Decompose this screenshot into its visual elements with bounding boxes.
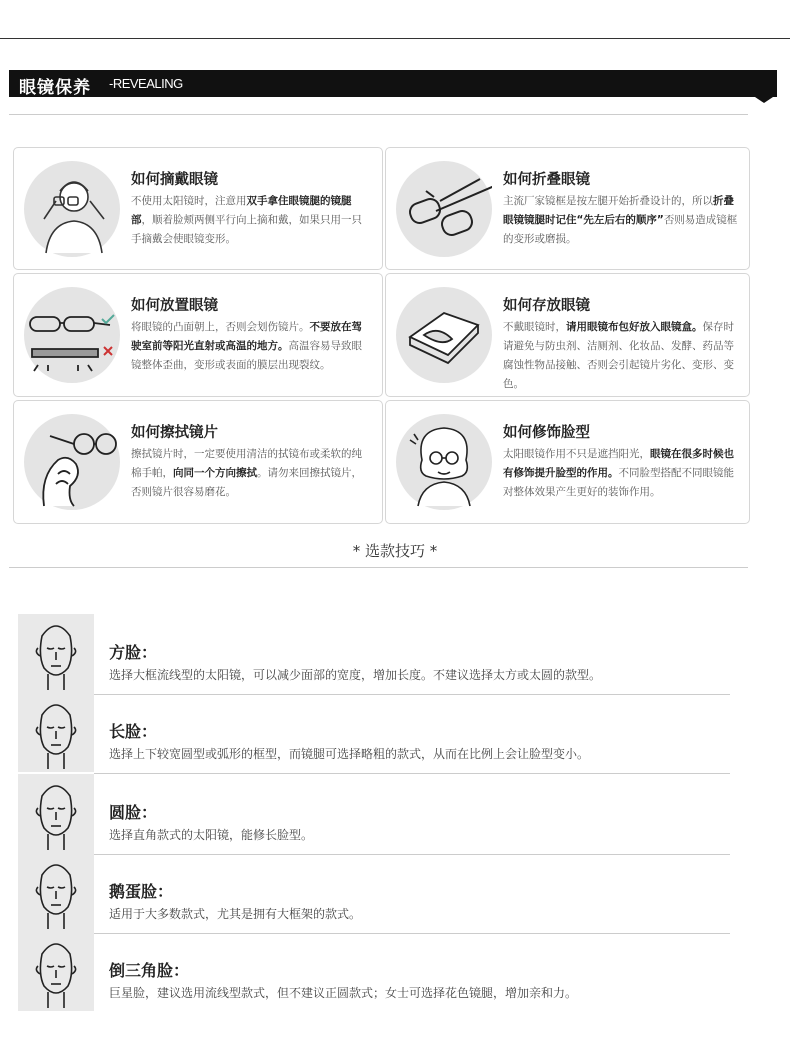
header-notch	[755, 97, 773, 103]
tip-card	[385, 400, 750, 524]
tip-title: 如何折叠眼镜	[503, 172, 590, 188]
section-title: 眼镜保养	[19, 78, 91, 98]
tip-title: 如何修饰脸型	[503, 425, 590, 441]
selection-underline	[9, 567, 748, 568]
cleaning-lens-icon	[24, 414, 120, 510]
tip-body	[131, 445, 372, 502]
face-shape-title: 倒三角脸：	[109, 961, 190, 980]
face-shape-title: 长脸：	[109, 722, 158, 741]
tip-card	[13, 400, 383, 524]
face-shape-title: 鹅蛋脸：	[109, 882, 174, 901]
tip-body-text: 不戴眼镜时，	[503, 321, 566, 333]
face-shape-desc: 巨星脸，建议选用流线型款式，但不建议正圆款式；女士可选择花色镜腿，增加亲和力。	[109, 986, 578, 1000]
tip-card	[13, 147, 383, 270]
tip-body	[131, 192, 372, 249]
face-shape-row	[18, 693, 730, 773]
tip-body-text: 高温容易导致眼镜整体歪曲，变形或表面的膜层出现裂纹。	[131, 340, 362, 371]
tip-body	[503, 318, 739, 394]
face-shape-desc: 适用于大多数款式，尤其是拥有大框架的款式。	[109, 907, 362, 921]
long-face-icon	[18, 693, 94, 772]
face-shape-desc: 选择上下较宽圆型或弧形的框型，而镜腿可选择略粗的款式，从而在比例上会让脸型变小。	[109, 747, 590, 761]
tip-title: 如何摘戴眼镜	[131, 172, 218, 188]
tip-body-text: 。请勿来回擦拭镜片，否则镜片很容易磨花。	[131, 467, 362, 498]
round-face-icon	[18, 774, 94, 853]
face-shape-row	[18, 853, 730, 933]
face-shape-title: 圆脸：	[109, 803, 158, 822]
tip-body-text: 不使用太阳镜时，注意用	[131, 195, 247, 207]
tip-body-text: 擦拭镜片时，一定要使用清洁的拭镜布或柔软的纯棉手帕，	[131, 448, 362, 479]
face-shape-row	[18, 932, 730, 1012]
tip-body	[503, 192, 739, 249]
woman-with-glasses-icon	[396, 414, 492, 510]
tip-body	[503, 445, 739, 502]
oval-face-icon	[18, 853, 94, 932]
tip-title: 如何擦拭镜片	[131, 425, 218, 441]
tip-body-text: 否则易造成镜框的变形或磨损。	[503, 214, 738, 245]
face-shape-row	[18, 774, 730, 854]
tip-body-text: ，顺着脸颊两侧平行向上摘和戴，如果只用一只手摘戴会使眼镜变形。	[131, 214, 362, 245]
tip-body-emphasis: 不要放在驾驶室前等阳光直射或高温的地方。	[131, 321, 362, 352]
top-divider	[0, 38, 790, 39]
tip-body-text: 保存时请避免与防虫剂、洁厕剂、化妆品、发酵、药品等腐蚀性物品接触、否则会引起镜片劣化、变形、变色。	[503, 321, 734, 390]
folding-glasses-icon	[396, 161, 492, 257]
tip-card	[13, 273, 383, 397]
tip-body-emphasis: 眼镜在很多时候也有修饰提升脸型的作用。	[503, 448, 734, 479]
tip-card	[385, 273, 750, 397]
tip-body-text: 太阳眼镜作用不只是遮挡阳光，	[503, 448, 650, 460]
tip-body-text: 不同脸型搭配不同眼镜能对整体效果产生更好的装饰作用。	[503, 467, 734, 498]
face-shape-row	[18, 614, 730, 694]
tip-body	[131, 318, 372, 375]
glasses-case-icon	[396, 287, 492, 383]
inverted-triangle-face-icon	[18, 932, 94, 1011]
selection-caption: * 选款技巧 *	[352, 542, 438, 560]
tip-body-text: 主流厂家镜框是按左腿开始折叠设计的，所以	[503, 195, 713, 207]
tip-body-emphasis: 向同一个方向擦拭	[173, 467, 257, 479]
square-face-icon	[18, 614, 94, 693]
person-wearing-glasses-icon	[24, 161, 120, 257]
section-header	[9, 70, 777, 97]
tip-title: 如何存放眼镜	[503, 298, 590, 314]
tip-body-emphasis: 双手拿住眼镜腿的镜腿部	[131, 195, 352, 226]
tip-card	[385, 147, 750, 270]
header-underline	[9, 114, 748, 115]
face-shape-desc: 选择直角款式的太阳镜，能修长脸型。	[109, 828, 314, 842]
tip-title: 如何放置眼镜	[131, 298, 218, 314]
placing-glasses-icon	[24, 287, 120, 383]
tip-body-emphasis: 请用眼镜布包好放入眼镜盒。	[566, 321, 703, 333]
tip-body-emphasis: 折叠眼镜镜腿时记住“先左后右的顺序”	[503, 195, 734, 226]
face-shape-desc: 选择大框流线型的太阳镜，可以减少面部的宽度，增加长度。不建议选择太方或太圆的款型。	[109, 668, 602, 682]
face-shape-title: 方脸：	[109, 643, 158, 662]
section-subtitle: -REVEALING	[109, 76, 183, 91]
tip-body-text: 将眼镜的凸面朝上，否则会划伤镜片。	[131, 321, 310, 333]
